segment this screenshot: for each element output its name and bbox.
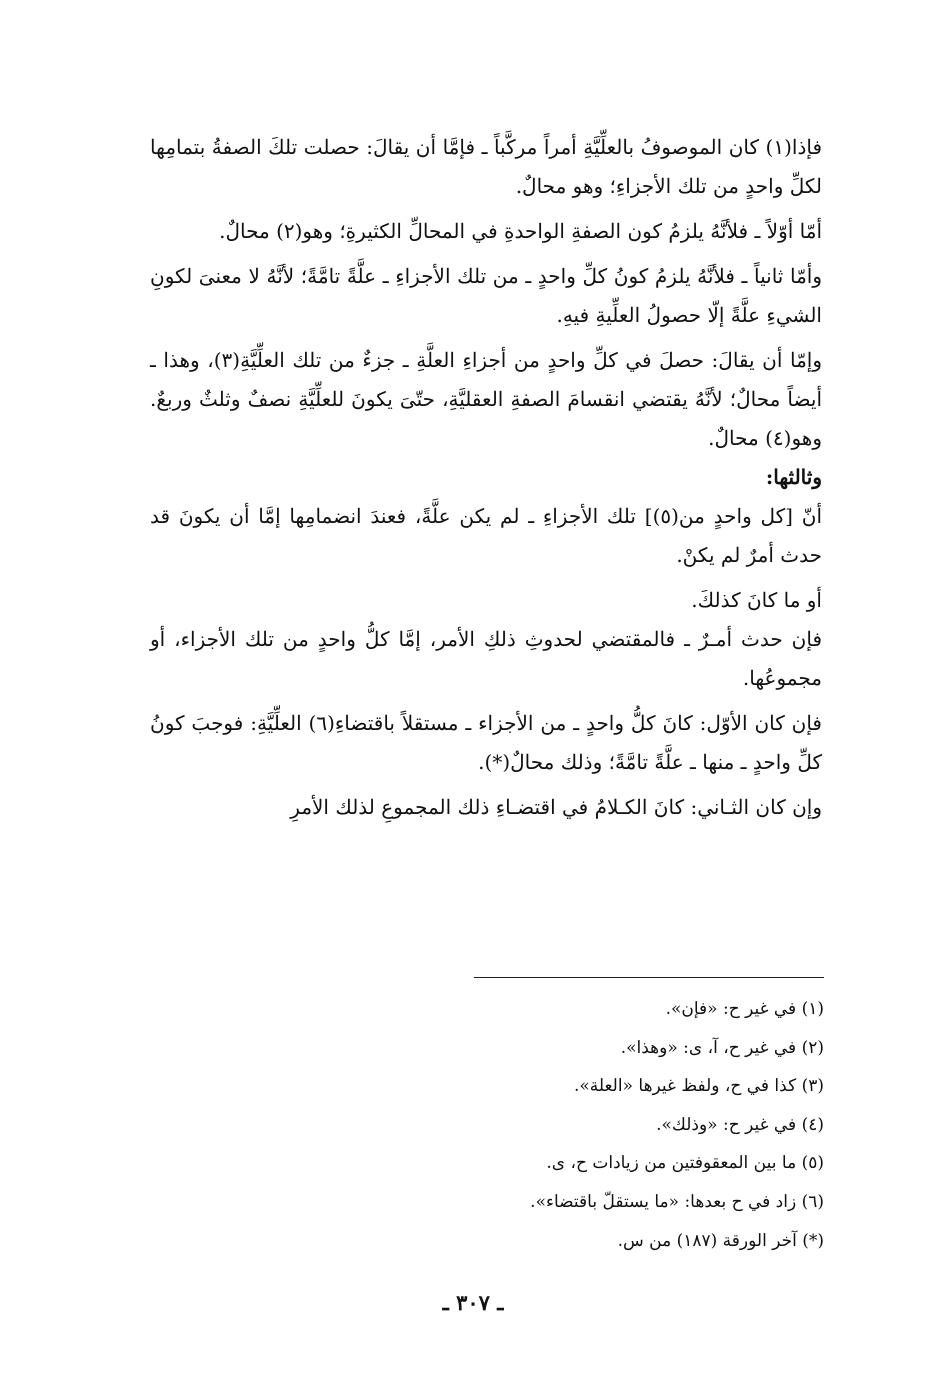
paragraph-8: فإن كان الأوّل: كانَ كلُّ واحدٍ ـ من الأجزاء ـ مستقلاً باقتضاءِ(٦) العلِّيَّةِ: فوجبَ كونُ كلِّ واحدٍ ـ منها ـ علَّةً تامَّةً؛ وذلك محالٌ(*). [150, 711, 822, 774]
section-heading: وثالثها: [765, 465, 822, 489]
footnotes [380, 990, 824, 1260]
paragraph-1: فإذا(١) كان الموصوفُ بالعلِّيَّةِ أمراً مركَّباً ـ فإمَّا أن يقالَ: حصلت تلكَ الصفةُ بتمامِها لكلِّ واحدٍ من تلك الأجزاءِ؛ وهو محالٌ. [150, 135, 822, 198]
footnote-6: (٦) زاد في ح بعدها: «ما يستقلّ باقتضاء». [530, 1191, 824, 1212]
page-number: ـ ٣٠٧ ـ [442, 1290, 504, 1315]
paragraph-6: أو ما كانَ كذلكَ. [691, 588, 822, 612]
paragraph-5: أنّ [كل واحدٍ من(٥)] تلك الأجزاءِ ـ لم يكن علَّةً، فعندَ انضمامِها إمَّا أن يكونَ قد حدث أمرٌ لم يكنْ. [150, 504, 823, 567]
main-text [150, 128, 822, 827]
footnote-5: (٥) ما بين المعقوفتين من زيادات ح، ى. [546, 1153, 824, 1174]
paragraph-7: فإن حدث أمـرٌ ـ فالمقتضي لحدوثِ ذلكِ الأمر، إمَّا كلُّ واحدٍ من تلك الأجزاء، أو مجموعُها. [150, 627, 822, 690]
paragraph-4: وإمّا أن يقالَ: حصلَ في كلِّ واحدٍ من أجزاءِ العلَّةِ ـ جزءٌ من تلك العلِّيَّةِ(٣)، وهذا ـ أيضاً محالٌ؛ لأنَّهُ يقتضي انقسامَ الصفةِ العقليَّةِ، حتّىَ يكونَ للعلِّيَّةِ نصفٌ وثلثٌ وربعٌ. وهو(٤) محالٌ. [150, 348, 822, 450]
footnote-4: (٤) في غير ح: «وذلك». [656, 1114, 824, 1135]
footnote-1: (١) في غير ح: «فإن». [665, 999, 824, 1019]
footnote-2: (٢) في غير ح، آ، ى: «وهذا». [620, 1037, 824, 1058]
footnote-7: (*) آخر الورقة (١٨٧) من س. [617, 1230, 824, 1251]
paragraph-9: وإن كان الثـاني: كانَ الكـلامُ في اقتضـاءِ ذلك المجموعِ لذلك الأمرِ [290, 795, 822, 819]
paragraph-2: أمّا أوّلاً ـ فلأنَّهُ يلزمُ كون الصفةِ الواحدةِ في المحالِّ الكثيرةِ؛ وهو(٢) محالٌ. [219, 219, 822, 243]
footnote-divider [474, 977, 824, 978]
footnote-3: (٣) كذا في ح، ولفظ غيرها «العلة». [573, 1076, 824, 1097]
paragraph-3: وأمّا ثانياً ـ فلأنَّهُ يلزمُ كونُ كلِّ واحدٍ ـ من تلك الأجزاءِ ـ علَّةً تامَّةً؛ لأنَّهُ لا معنىَ لكونِ الشيءِ علَّةً إلّا حصولُ العلِّيةِ فيهِ. [150, 264, 822, 327]
